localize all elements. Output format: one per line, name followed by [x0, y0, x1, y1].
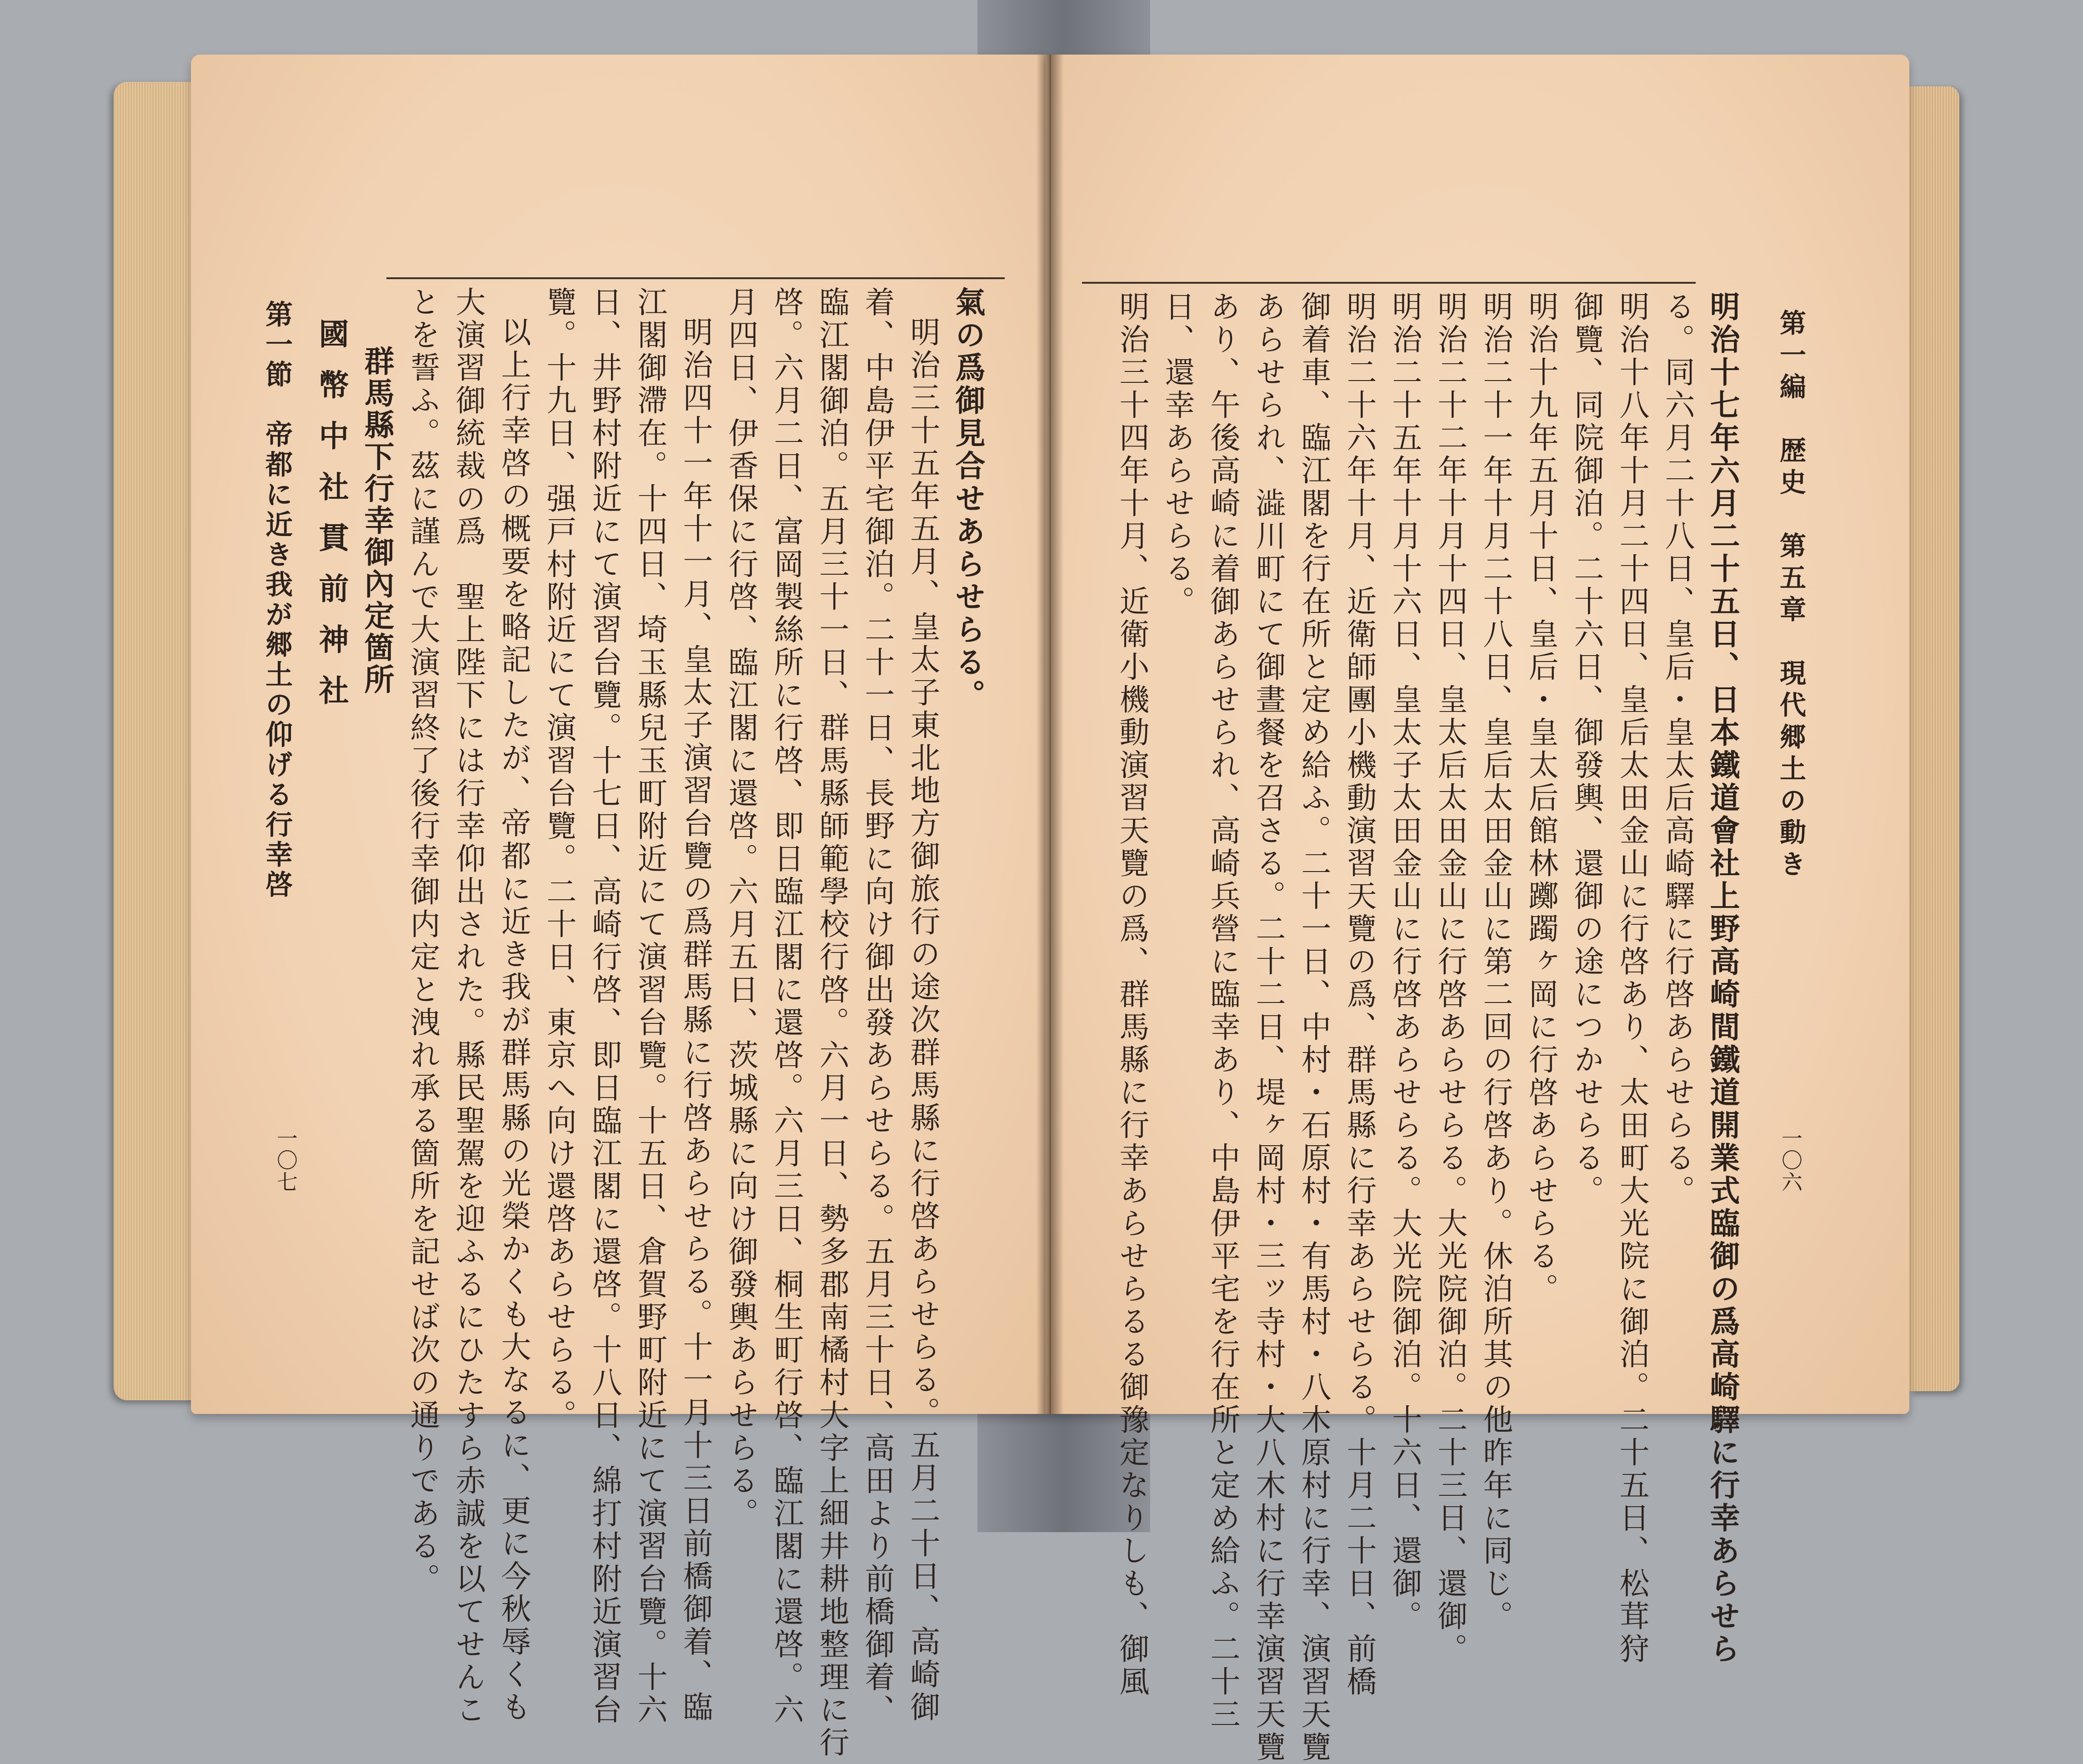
left-line-4: 臨江閣御泊。五月三十一日、群馬縣師範學校行啓。六月一日、勢多郡南橘村大字上細井耕地整理に行 [814, 286, 849, 1759]
left-line-9: 日、井野村附近にて演習台覽。十七日、高崎行啓、即日臨江閣に還啓。十八日、綿打村附近演習台 [587, 286, 622, 1727]
left-page-rule [386, 277, 1005, 279]
book-edge-right [1909, 86, 1959, 1391]
right-line-9: 明治二十六年十月、近衛師團小機動演習天覽の爲、群馬縣に行幸あらせらる。十月二十日、前橋 [1342, 291, 1377, 1699]
right-line-13: 日、還幸あらせらる。 [1160, 291, 1195, 618]
right-line-3: 明治十八年十月二十四日、皇后太田金山に行啓あり、太田町大光院に御泊。二十五日、松茸狩 [1614, 291, 1649, 1666]
left-line-8: 江閣御滯在。十四日、埼玉縣兒玉町附近にて演習台覽。十五日、倉賀野町附近にて演習台覽。十六 [632, 286, 667, 1727]
right-line-8: 明治二十五年十月十六日、皇太子太田金山に行啓あらせらる。大光院御泊。十六日、還御。 [1387, 291, 1422, 1633]
left-line-1: 氣の爲御見合せあらせらる。 [950, 286, 986, 712]
section-footer: 第一節 帝都に近き我が郷土の仰げる行幸啓 [261, 300, 293, 900]
right-line-1: 明治十七年六月二十五日、日本鐵道會社上野高崎間鐵道開業式臨御の爲高崎驛に行幸あらせら [1705, 291, 1740, 1666]
right-line-2: る。同六月二十八日、皇后・皇太后高崎驛に行啓あらせらる。 [1660, 291, 1695, 1208]
left-page [191, 55, 1046, 1759]
right-line-12: あり、午後高崎に着御あらせられ、高崎兵營に臨幸あり、中島伊平宅を行在所と定め給ふ。二十三 [1205, 291, 1240, 1731]
right-line-11: あらせられ、澁川町にて御晝餐を召さる。二十二日、堤ヶ岡村・三ッ寺村・大八木村に行幸演習天覽 [1251, 291, 1286, 1764]
right-line-5: 明治十九年五月十日、皇后・皇太后館林躑躅ヶ岡に行啓あらせらる。 [1523, 291, 1558, 1306]
left-line-2: 明治三十五年五月、皇太子東北地方御旅行の途次群馬縣に行啓あらせらる。五月二十日、高崎御 [905, 316, 940, 1724]
itinerary-heading: 群馬縣下行幸御內定箇所 [359, 346, 395, 696]
open-book [114, 55, 1959, 1764]
left-line-12: 大演習御統裁の爲 聖上陛下には行幸仰出された。縣民聖駕を迎ふるにひたすら赤誠を以てせんこ [451, 286, 486, 1727]
right-line-10: 御着車、臨江閣を行在所と定め給ふ。二十一日、中村・石原村・有馬村・八木原村に行幸、演習天覽 [1296, 291, 1331, 1764]
right-line-4: 御覽、同院御泊。二十六日、御發輿、還御の途につかせらる。 [1569, 291, 1604, 1208]
right-line-7: 明治二十二年十月十四日、皇太后太田金山に行啓あらせらる。大光院御泊。二十三日、還御。 [1432, 291, 1467, 1666]
right-page [1046, 55, 1909, 1764]
right-page-number: 一〇六 [1778, 1128, 1803, 1193]
right-line-14: 明治三十四年十月、近衛小機動演習天覽の爲、群馬縣に行幸あらせらるる御豫定なりしも、御風 [1114, 291, 1149, 1699]
running-header: 第一編 歴史 第五章 現代郷土の動き [1775, 309, 1806, 882]
book-gutter [1036, 55, 1064, 1414]
left-line-10: 覽。十九日、强戸村附近にて演習台覽。二十日、東京へ向け還啓あらせらる。 [541, 286, 576, 1432]
right-line-6: 明治二十一年十月二十八日、皇后太田金山に第二回の行啓あり。休泊所其の他昨年に同じ。 [1478, 291, 1513, 1633]
left-line-5: 啓。六月二日、富岡製絲所に行啓、即日臨江閣に還啓。六月三日、桐生町行啓、臨江閣に還啓。六 [769, 286, 804, 1727]
left-page-number: 一〇七 [274, 1128, 298, 1193]
left-line-3: 着、中島伊平宅御泊。二十一日、長野に向け御出發あらせらる。五月三十日、高田より前橋御着、 [860, 286, 895, 1727]
left-line-11: 以上行幸啓の概要を略記したが、帝都に近き我が群馬縣の光榮かくも大なるに、更に今秋辱くも [496, 316, 531, 1724]
shrine-name: 國幣中社貫前神社 [314, 318, 349, 726]
left-line-6: 月四日、伊香保に行啓、臨江閣に還啓。六月五日、茨城縣に向け御發輿あらせらる。 [723, 286, 758, 1530]
right-page-rule [1082, 282, 1696, 284]
left-line-7: 明治四十一年十一月、皇太子演習台覽の爲群馬縣に行啓あらせらる。十一月十三日前橋御着、臨 [678, 316, 713, 1724]
left-line-13: とを誓ふ。茲に謹んで大演習終了後行幸御内定と洩れ承る箇所を記せば次の通りである。 [405, 286, 440, 1596]
